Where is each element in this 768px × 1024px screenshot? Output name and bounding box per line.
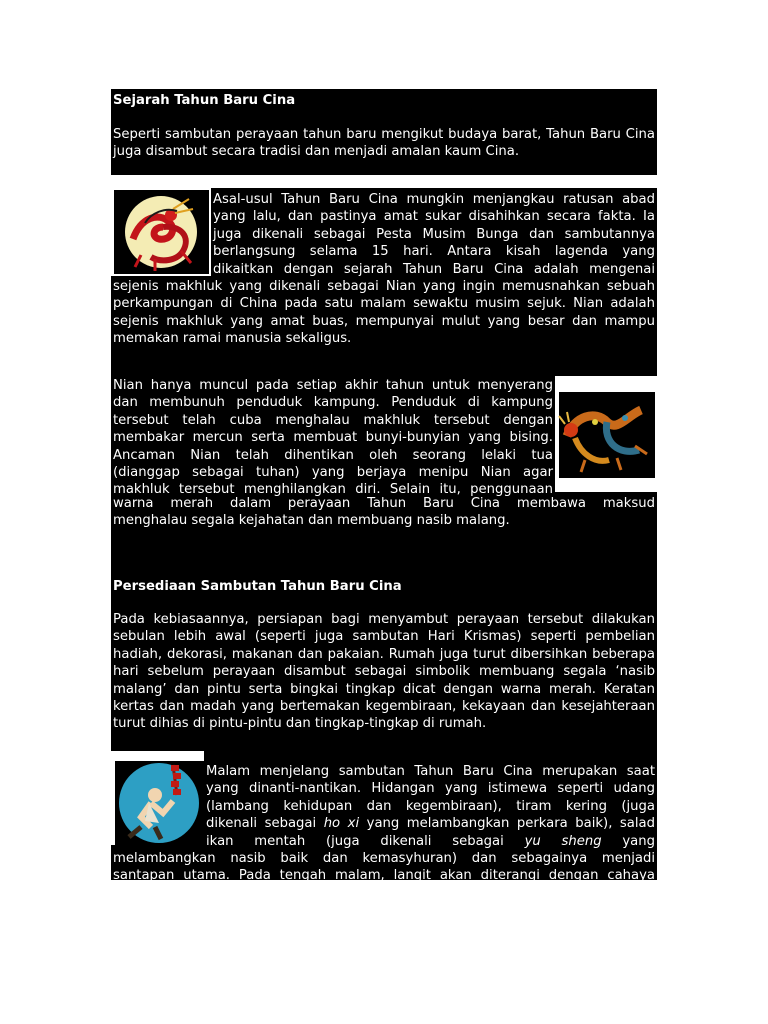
para-a-beside-image: Asal-usul Tahun Baru Cina mungkin menjangkau ratusan abad yang lalu, dan pastinya amat sukar disahihkan secara fakta. Ia juga dikenali sebagai Pesta Musim Bunga dan sambutannya berlangsung selama 15 hari. Antara kisah lagenda yang dikaitkan dengan sejarah Tahun Baru Cina adalah mengenai xyxy=(213,192,655,277)
dragon-icon xyxy=(555,376,657,492)
section1-title: Sejarah Tahun Baru Cina xyxy=(113,93,296,108)
image-firecracker-frame xyxy=(111,751,204,845)
dragon-moon-icon xyxy=(111,177,211,276)
section2-title: Persediaan Sambutan Tahun Baru Cina xyxy=(113,579,402,594)
para-b-full-width: warna merah dalam perayaan Tahun Baru Cina membawa maksud menghalau segala kejahatan dan membuang nasib malang. xyxy=(113,496,655,529)
ho-xi-term: ho xi xyxy=(323,816,360,832)
section3-full-width: melambangkan nasib baik dan kemasyhuran) dan sebagainya menjadi santapan utama. Pada tengah malam, langit akan diterangi dengan cahaya xyxy=(113,851,655,884)
section1-intro: Seperti sambutan perayaan tahun baru mengikut budaya barat, Tahun Baru Cina juga disambut secara tradisi dan menjadi amalan kaum Cina. xyxy=(113,127,655,160)
para-b-beside-image: Nian hanya muncul pada setiap akhir tahun untuk menyerang dan membunuh penduduk kampung. Penduduk di kampung tersebut telah cuba menghalau makhluk tersebut dengan membakar mercun serta membuat bunyi-bunyian yang bising. Ancaman Nian telah dihentikan oleh seorang lelaki tua (dianggap sebagai tuhan) yang berjaya menipu Nian agar makhluk tersebut menghilangkan diri. Selain itu, penggunaan xyxy=(113,378,553,498)
image-dragon-frame xyxy=(555,376,657,492)
image-dragon-moon-frame xyxy=(111,177,211,276)
firecracker-man-icon xyxy=(111,751,204,845)
yu-sheng-term: yu sheng xyxy=(524,833,602,849)
section3-beside-image: Malam menjelang sambutan Tahun Baru Cina merupakan saat yang dinanti-nantikan. Hidangan yang istimewa seperti udang (lambang kehidupan dan kegembiraan), tiram kering (juga dikenali sebagai ho xi yang melambangkan perkara baik), salad ikan mentah (juga dikenali sebagai yu sheng yang xyxy=(206,764,655,849)
section2-para: Pada kebiasaannya, persiapan bagi menyambut perayaan tersebut dilakukan sebulan lebih awal (seperti juga sambutan Hari Krismas) seperti pembelian hadiah, dekorasi, makanan dan pakaian. Rumah juga turut dibersihkan beberapa hari sebelum perayaan disambut sebagai simbolik membuang segala ‘nasib malang’ dan pintu serta bingkai tingkap dicat dengan warna merah. Keratan kertas dan madah yang bertemakan kegembiraan, kekayaan dan kesejahteraan turut dihias di pintu-pintu dan tingkap-tingkap di rumah. xyxy=(113,612,655,732)
para-a-full-width: sejenis makhluk yang dikenali sebagai Nian yang ingin memusnahkan sebuah perkampungan di China pada satu malam sewaktu musim sejuk. Nian adalah sejenis makhluk yang amat buas, mempunyai mulut yang besar dan mampu memakan ramai manusia sekaligus. xyxy=(113,279,655,347)
